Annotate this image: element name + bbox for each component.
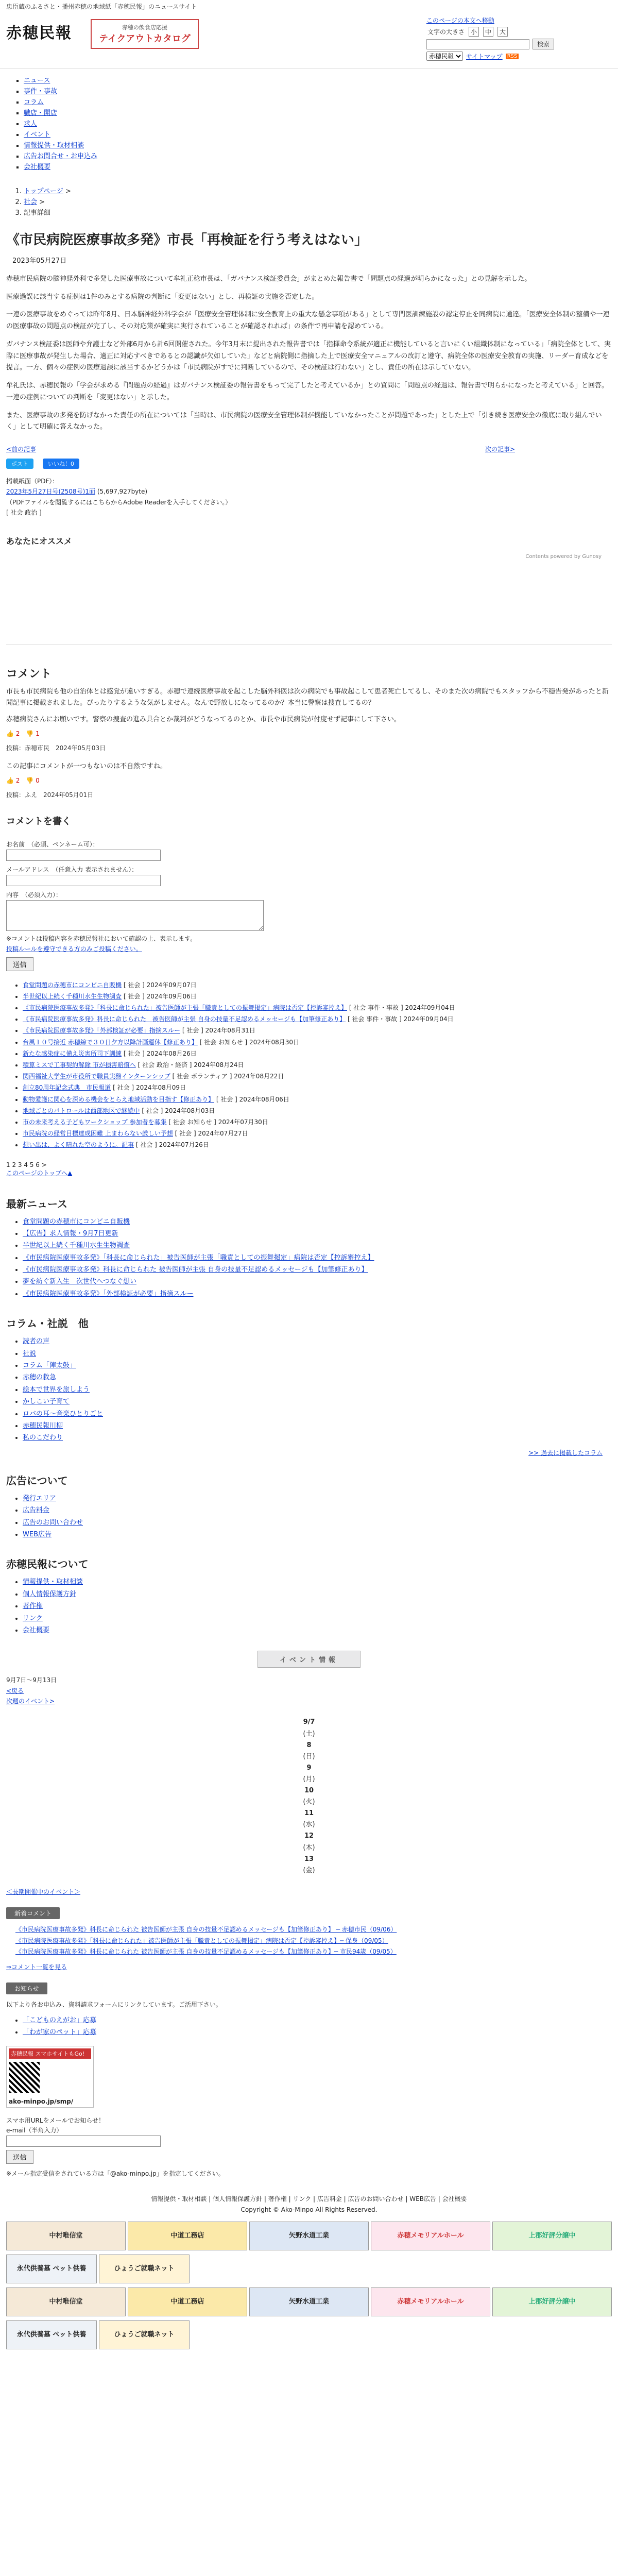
prev-next-nav [0,439,618,456]
related-item [23,1105,612,1116]
related-item-link[interactable]: 積算ミスで工事契約解除 市が損害賠償へ [23,1061,136,1069]
calendar-day[interactable]: 10 (火) [303,1787,315,1806]
comment-body: 赤穂病院さんにお願いです。警察の捜査の進み具合とか裁判がどうなってるのとか、市長や市民病院が付度せず記事にして下さい。 [6,715,401,723]
name-field[interactable] [6,850,161,861]
latest-news-heading: 最新ニュース [6,1197,67,1210]
rss-icon[interactable]: RSS [506,54,519,59]
campaign-item[interactable]: 「こどものえがお」応募 [23,2016,97,2024]
banner-row [0,2252,618,2285]
all-comments-link[interactable]: ⇒コメント一覧を見る [6,1963,67,1971]
campaign-intro: 以下より各お申込み、資料請求フォームにリンクしています。ご活用下さい。 [6,2001,222,2009]
related-item-link[interactable]: 新たな感染症に備え災害所司下訓練 [23,1049,122,1057]
events-banner: イベント情報 [258,1651,360,1668]
article-tags[interactable]: [ 社会 政治 ] [6,509,42,517]
banner-row [0,2219,618,2252]
ads-item[interactable]: 広告料金 [23,1506,50,1515]
column-item[interactable]: コラム「陣太鼓」 [23,1362,76,1370]
related-item-date: 2024年08月03日 [165,1107,215,1114]
footer-links[interactable]: 情報提供・取材相談 | 個人情報保護方針 | 著作権 | リンク | 広告料金 | 広告のお問い合わせ | WEB広告 | 会社概要 [151,2195,467,2203]
pager-pages[interactable]: 1 2 3 4 5 6 > [6,1161,47,1168]
column-archive-link[interactable]: >> 過去に掲載したコラム [528,1449,603,1456]
comment-meta: 投稿：赤穂市民 2024年05月03日 [6,744,106,752]
related-item [23,979,612,991]
related-item [23,1128,612,1139]
related-item-date: 2024年08月30日 [249,1038,300,1046]
search-button[interactable]: 検索 [533,39,554,49]
skip-to-content-link[interactable]: このページの本文へ移動 [426,17,494,24]
banner-ad[interactable]: ひょうご就職ネット [99,2255,190,2283]
like-button[interactable]: いいね！0 [43,459,79,469]
column-item[interactable]: 社説 [23,1349,37,1358]
breadcrumb-item: 1. トップページ > [24,185,612,195]
banner-ad[interactable]: 赤穂メモリアルホール [371,2287,490,2316]
related-item-date: 2024年09月06日 [146,992,197,1000]
latest-news-item[interactable]: 《市民病院医療事故多発》「外部検証が必要」指摘スルー [23,1290,194,1298]
banner-ad[interactable]: 中村唯信堂 [6,2287,126,2316]
email-label: メールアドレス （任意入力 表示されません）： [6,866,138,873]
article-paragraph: 牟礼氏は、赤穂民報の「学会が求める『問題点の経過』はガバナンス検証委の報告書をもって完了したと考えているか」との質問に「問題点の経過は、報告書で明らかになったと考えている」と回答。一連の症例についての判断を「変更はない」と示した。 [6,382,608,401]
ads-item[interactable]: 広告のお問い合わせ [23,1518,83,1527]
banner-ad[interactable]: 永代供養墓 ペット供養 [6,2320,97,2349]
nav-item: ▪ イベント [24,129,612,139]
related-item [23,1059,612,1071]
breadcrumb-item: 2. 社会 > [24,196,612,206]
banner-ad[interactable]: 中道工務店 [128,2287,247,2316]
main-nav [0,69,618,177]
recommend-heading: あなたにオススメ [6,536,72,546]
mobile-mail-label: スマホ用URLをメールでお知らせ！ [6,2116,105,2124]
related-item-link[interactable]: 市民病院の経営目標達成困難 上まわらない厳しい予想 [23,1130,173,1138]
banner-ad[interactable]: 永代供養墓 ペット供養 [6,2255,97,2283]
events-next-link[interactable]: 次週のイベント> [6,1698,55,1705]
related-item [23,1013,612,1025]
comment-form-heading: コメントを書く [6,816,71,827]
related-list [0,974,618,1156]
recommend-area [6,552,612,645]
calendar-day[interactable]: 13 (金) [303,1855,315,1874]
related-item [23,1071,612,1082]
related-item [23,1025,612,1036]
tweet-button[interactable]: ポスト [6,459,33,469]
related-item-category[interactable]: [ 社会 ] [113,1084,134,1092]
comment-textarea[interactable] [6,900,264,931]
social-buttons [0,456,618,473]
rules-link[interactable]: 投稿ルールを遵守できる方のみご投稿ください。 [6,945,142,953]
pager [0,1156,618,1182]
comment-meta: 投稿：ふえ 2024年05月01日 [6,791,94,799]
about-item[interactable]: 情報提供・取材相談 [23,1578,83,1586]
related-item-date: 2024年08月09日 [135,1084,186,1092]
comments-heading: コメント [6,667,52,681]
related-item-category[interactable]: [ 社会 政治・経済 ] [138,1061,192,1069]
recent-comment-item[interactable]: 《市民病院医療事故多発》「科長に命じられた」被告医師が主張「職責としての振舞掲定」病院は否定【控訴審控え】─ 保身（09/05） [15,1937,388,1944]
related-item-date: 2024年08月22日 [234,1073,284,1080]
events-prev-link[interactable]: <戻る [6,1687,24,1694]
calendar-day[interactable]: 9 (月) [303,1764,315,1783]
comment-votes[interactable]: 👍 2 👎 1 [6,730,40,737]
nav-item: ▪ コラム [24,96,612,106]
latest-news-item[interactable]: 夢を紡ぐ新入生 次世代へつなぐ想い [23,1278,137,1286]
related-item-category[interactable]: [ 社会 ] [123,992,145,1000]
column-item[interactable]: 赤穂の救急 [23,1374,57,1382]
related-item-category[interactable]: [ 社会 ] [175,1130,196,1138]
column-item[interactable]: 読者の声 [23,1337,50,1346]
ads-item[interactable]: 発行エリア [23,1494,57,1502]
related-item-date: 2024年07月26日 [159,1141,209,1149]
ads-list [0,1490,618,1543]
mobile-mail-form [0,2113,618,2182]
latest-news-item[interactable]: 食堂問題の赤穂市にコンビニ自販機 [23,1217,130,1226]
related-item [23,991,612,1002]
calendar-day[interactable]: 12 (木) [303,1832,315,1852]
related-item [23,1082,612,1093]
search-scope-select[interactable] [426,52,463,61]
column-item[interactable]: かしこい子育て [23,1398,70,1406]
pdf-label: 掲載紙面（PDF）： [6,478,59,485]
banner-ad[interactable]: 矢野水道工業 [249,2287,369,2316]
comment-item [0,686,618,754]
form-note: ※コメントは投稿内容を赤穂民報社において確認の上、表示します。 [6,935,197,943]
column-list [0,1333,618,1446]
comment-item [0,761,618,801]
banner-row [0,2285,618,2318]
recent-comment-item[interactable]: 《市民病院医療事故多発》科長に命じられた 被告医師が主張 自身の技量不足認めるメッセージも【加筆修正あり】─ 市民94歳（09/05） [15,1948,397,1956]
breadcrumb [0,177,618,223]
name-label: お名前 （必須、ペンネーム可）： [6,840,99,848]
events-range [0,1673,618,1708]
calendar-day[interactable]: 9/7 (土) [303,1718,315,1738]
recommend-powered: Contents powered by Gunosy [525,553,602,560]
recent-comments-list [0,1922,618,1960]
nav-item: ▪ ニュース [24,75,612,84]
related-item [23,1116,612,1128]
related-item-link[interactable]: 地域ごとのパトロールは西部地区で継続中 [23,1107,140,1114]
about-heading: 赤穂民報について [6,1558,89,1571]
copyright: Copyright © Ako-Minpo All Rights Reserved. [241,2206,377,2214]
nav-item: ▪ 求人 [24,118,612,128]
related-item-category[interactable]: [ 社会 事件・事故 ] [349,1004,403,1012]
related-item-category[interactable]: [ 社会 ] [135,1141,157,1149]
latest-news-item[interactable]: 《市民病院医療事故多発》「科長に命じられた」被告医師が主張「職責としての振舞掲定」病院は否定【控訴審控え】 [23,1253,374,1262]
site-header [0,13,618,69]
nav-item: ▪ 会社概要 [24,161,612,171]
related-item-category[interactable]: [ 社会 お知らせ ] [168,1118,216,1126]
pdf-link[interactable]: 2023年5月27日号(2508号)1面 [6,488,95,496]
banner-ad[interactable]: 中道工務店 [128,2222,247,2250]
campaign-list [0,2012,618,2041]
mobile-mail-note: ※メール指定受信をされている方は「@ako-minpo.jp」を指定してください。 [6,2170,225,2177]
related-item-category[interactable]: [ 社会 ] [182,1027,203,1035]
events-calendar [258,1717,360,1876]
related-item-category[interactable]: [ 社会 ] [142,1107,163,1114]
latest-news-item[interactable]: 《市民病院医療事故多発》科長に命じられた 被告医師が主張 自身の技量不足認めるメッセージも【加筆修正あり】 [23,1266,368,1274]
nav-item: ▪ 情報提供・取材相談 [24,140,612,149]
font-small-button[interactable]: 小 [469,27,479,37]
related-item-link[interactable]: 動物愛護に関心を深める機会をとらえ地域活動を目指す【修正あり】 [23,1095,215,1103]
related-item-link[interactable]: 《市民病院医療事故多発》「科長に命じられた」被告医師が主張「職責としての振舞掲定」病院は否定【控訴審控え】 [23,1004,348,1012]
about-item[interactable]: 個人情報保護方針 [23,1590,77,1598]
mobile-mail-input[interactable] [6,2136,161,2147]
about-item[interactable]: 著作権 [23,1602,43,1611]
banner-ad[interactable]: 上郡好評分譲中 [492,2222,612,2250]
column-item[interactable]: 私のこだわり [23,1434,63,1442]
next-article-link[interactable]: 次の記事> [485,446,515,453]
about-item[interactable]: 会社概要 [23,1626,50,1634]
long-term-events-link[interactable]: ＜長期開催中のイベント＞ [6,1888,81,1895]
related-item-date: 2024年08月26日 [146,1049,197,1057]
font-size-controls [426,27,612,37]
related-item [23,1037,612,1048]
about-list [0,1574,618,1638]
article-paragraph: また、医療事故の多発を防げなかった責任の所在については「当時は、市民病院の医療安全管理体制が機能していなかったことが問題であった」とした上で「引き続き医療安全の徹底に取り組んでいく」として明確に答えなかった。 [6,411,602,431]
related-item-link[interactable]: 《市民病院医療事故多発》科長に命じられた 被告医師が主張 自身の技量不足認めるメッセージも【加筆修正あり】 [23,1015,346,1023]
calendar-day[interactable]: 11 (水) [303,1809,315,1829]
latest-news-item[interactable]: 【広告】求人情報・9月7日更新 [23,1229,118,1238]
site-tagline: 忠臣蔵のふるさと・播州赤穂の地域紙「赤穂民報」のニュースサイト [6,3,197,10]
comment-form [0,833,618,974]
body-label: 内容 （必須入力）： [6,891,62,899]
related-item-category[interactable]: [ 社会 ボランティア ] [172,1073,232,1080]
related-item-link[interactable]: 創立80周年記念式典 市民報道 [23,1084,111,1092]
pdf-size: (5,697,927byte) [97,488,148,496]
about-item[interactable]: リンク [23,1614,43,1622]
takeout-small-text: 赤穂の飲食店応援 [122,24,167,31]
article-title: 《市民病院医療事故多発》市長「再検証を行う考えはない」 [6,232,368,248]
nav-item: ▪ 広告お問合せ・お申込み [24,150,612,160]
related-item-link[interactable]: 《市民病院医療事故多発》「外部検証が必要」指摘スルー [23,1027,181,1035]
header-tools [426,16,612,63]
banner-ad[interactable]: 中村唯信堂 [6,2222,126,2250]
ads-item[interactable]: WEB広告 [23,1530,52,1538]
submit-button[interactable]: 送信 [6,957,33,971]
calendar-day[interactable]: 8 (日) [303,1741,315,1760]
mobile-mail-sublabel: e-mail（半角入力） [6,2126,63,2134]
article-paragraph: 一連の医療事故をめぐっては昨年8月、日本脳神経外科学会が「医療安全管理体制に安全教育上の重大な懸念事項がある」として専門医訓練施設の認定停止を同病院に通達。「医療安全体制の整備や一連の医療事故の問題点の検証が完了し、その対応策が確実に実行されていることが確認されれば」の条件で再申請を認めている。 [6,311,610,331]
comment-body: この記事にコメントが一つもないのは不自然ですね。 [6,762,167,770]
banner-ad[interactable]: 矢野水道工業 [249,2222,369,2250]
takeout-large-text: テイクアウトカタログ [99,33,191,44]
article-paragraph: 医療過誤に該当する症例は1件のみとする病院の判断に「変更はない」とし、再検証の実施を否定した。 [6,293,319,301]
mobile-site-box[interactable] [6,2046,94,2108]
related-item-date: 2024年08月31日 [205,1027,255,1035]
related-item-category[interactable]: [ 社会 ] [216,1095,237,1103]
recent-comment-item[interactable]: 《市民病院医療事故多発》科長に命じられた 被告医師が主張 自身の技量不足認めるメッセージも【加筆修正あり】 ─ 赤穂市民（09/06） [15,1926,397,1934]
related-item-link[interactable]: 食堂問題の赤穂市にコンビニ自販機 [23,981,122,989]
banner-row [0,2318,618,2351]
nav-item: ▪ 事件・事故 [24,86,612,95]
recent-comments-heading: 新着コメント [6,1907,60,1919]
column-item[interactable]: 赤穂民報川柳 [23,1422,63,1430]
sitemap-link[interactable]: サイトマップ [466,53,503,60]
mobile-site-title: 赤穂民報 スマホサイトもGo! [9,2048,91,2059]
related-item [23,1002,612,1013]
banner-ad[interactable]: ひょうご就職ネット [99,2320,190,2349]
ads-heading: 広告について [6,1474,68,1487]
banner-ad[interactable]: 上郡好評分譲中 [492,2287,612,2316]
related-item-link[interactable]: 台風１０号接近 赤穂線で３０日夕方以降計画運休【修正あり】 [23,1038,198,1046]
column-heading: コラム・社説 他 [6,1317,89,1330]
column-item[interactable]: ロバの耳～音楽ひとりごと [23,1410,104,1418]
article-date: 2023年05月27日 [12,257,67,265]
pdf-info [0,473,618,521]
pdf-note: （PDFファイルを閲覧するにはこちらからAdobe Readerを入手してください。） [6,498,232,506]
related-item [23,1139,612,1150]
related-item-date: 2024年08月24日 [194,1061,244,1069]
search-input[interactable] [426,39,529,49]
campaign-heading: お知らせ [6,1982,47,1994]
related-item-link[interactable]: 想い出は、よく晴れた空のように。記事 [23,1141,134,1149]
article-body [0,256,618,433]
related-item-category[interactable]: [ 社会 ] [123,981,145,989]
page-top-link[interactable]: このページのトップへ▲ [6,1169,73,1177]
related-item-date: 2024年07月27日 [198,1130,248,1138]
related-item-date: 2024年09月07日 [146,981,197,989]
article-paragraph: 赤穂市民病院の脳神経外科で多発した医療事故について牟礼正稔市長は、「ガバナンス検証委員会」がまとめた報告書で「問題点の経過が明らかになった」との見解を示した。 [6,275,531,283]
related-item-date: 2024年09月04日 [405,1004,455,1012]
takeout-banner[interactable] [91,19,199,49]
breadcrumb-item: 3. 記事詳細 [24,207,612,217]
related-item-link[interactable]: 半世紀以上続く千種川水生生物調査 [23,992,122,1000]
nav-item: ▪ 職店・開店 [24,107,612,117]
campaign-item[interactable]: 「わが家のペット」応募 [23,2028,97,2037]
comment-votes[interactable]: 👍 2 👎 0 [6,776,40,784]
related-item-date: 2024年08月06日 [239,1095,289,1103]
font-medium-button[interactable]: 中 [483,27,493,37]
events-date-range: 9月7日～9月13日 [6,1676,57,1684]
article-paragraph: ガバナンス検証委は医師や弁護士など外部6月から計6回開催された。今年3月末に提出された報告書では「指揮命令系統が適正に機能していると言いにくい組織体制になっている」「病院全体として、実際に医療事故が発生した場合、適正に対応すべきであるとの認識が欠如していた」などと病院側に指摘した上で医療安全マニュアルの改訂と遵守、病院全体の医療安全教育の実施、リーダー育成などを提言。一方、個々の症例の医療過誤に該当するかどうかは「市民病院がすでに判断しているので、その検証は行わない」とし、責任の所在は示していない。 [6,340,611,372]
related-item-date: 2024年07月30日 [218,1118,268,1126]
latest-news-item[interactable]: 半世紀以上続く千種川水生生物調査 [23,1242,130,1250]
related-item-link[interactable]: 関西福祉大学生が市役所で職員実務インターンシップ [23,1073,170,1080]
mobile-site-url: ako-minpo.jp/smp/ [9,2097,74,2105]
related-item-category[interactable]: [ 社会 事件・事故 ] [347,1015,402,1023]
related-item-link[interactable]: 市の未来考える子どもワークショップ 参加者を募集 [23,1118,167,1126]
related-item-category[interactable]: [ 社会 お知らせ ] [199,1038,248,1046]
related-item-date: 2024年09月04日 [403,1015,454,1023]
related-item [23,1094,612,1105]
prev-article-link[interactable]: <前の記事 [6,446,37,453]
qr-code-icon [9,2062,40,2093]
email-field[interactable] [6,875,161,886]
related-item-category[interactable]: [ 社会 ] [123,1049,145,1057]
site-logo[interactable]: 赤穂民報 [6,24,72,42]
font-size-label: 文字の大きさ [427,28,465,36]
comment-body: 市長も市民病院も他の自治体とは感覚が違いすぎる。赤穂で連続医療事故を起こした脳外科医は次の病院でも事故起こして患者死亡してるし、そのまた次の病院でもスタッフから不穏告発があったと新聞記事に掲載されました。ぴったりするような気がしません。なんで野放しになってるのか？本当に警察は捜査してるの？ [6,687,609,707]
font-large-button[interactable]: 大 [497,27,508,37]
related-item [23,1048,612,1059]
mobile-mail-send[interactable]: 送信 [6,2150,33,2164]
banner-ad[interactable]: 赤穂メモリアルホール [371,2222,490,2250]
column-item[interactable]: 絵本で世界を旅しよう [23,1385,90,1394]
latest-news-list [0,1214,618,1302]
